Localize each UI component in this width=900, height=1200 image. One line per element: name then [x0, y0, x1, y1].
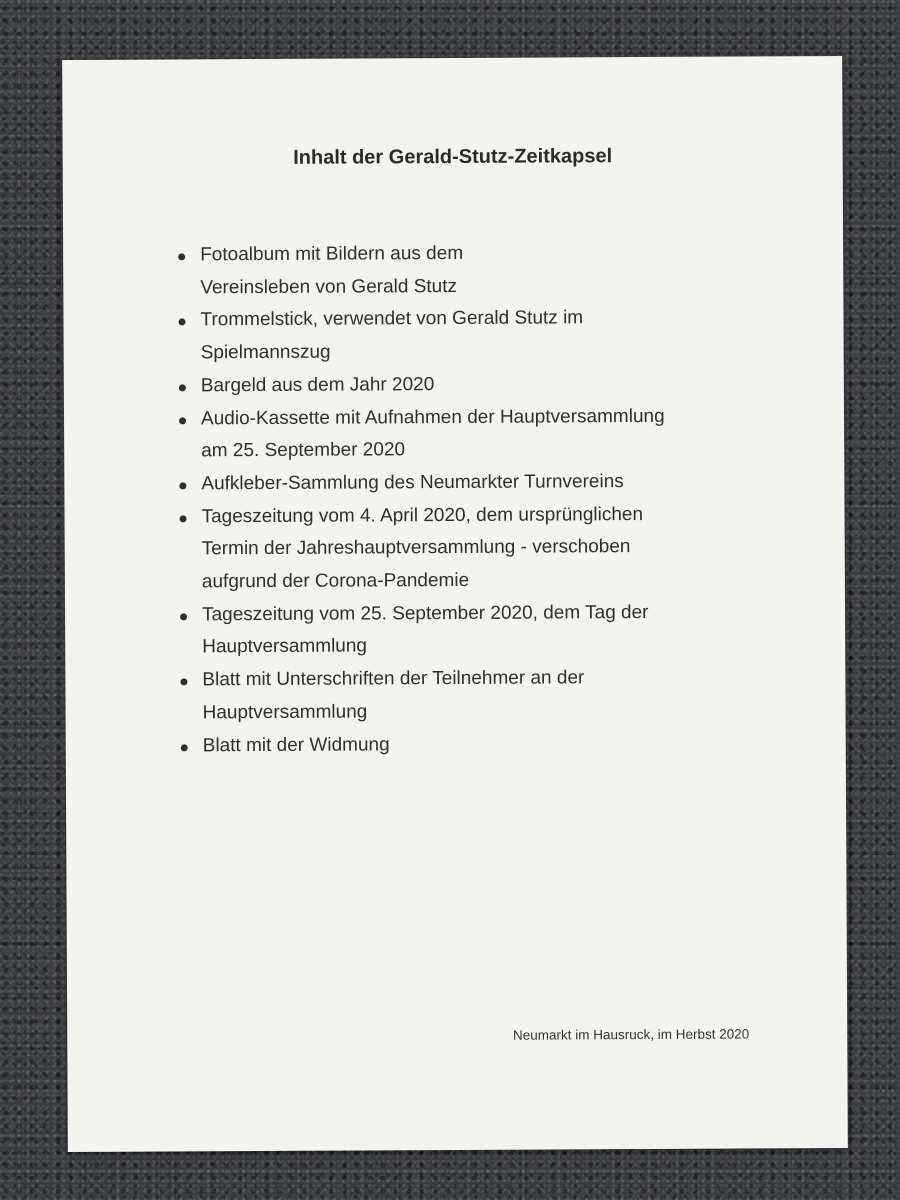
list-item-line: Hauptversammlung — [202, 635, 368, 658]
bullet-icon — [179, 384, 186, 391]
document-title: Inhalt der Gerald-Stutz-Zeitkapsel — [293, 145, 613, 169]
list-item-line: Tageszeitung vom 25. September 2020, dem Tag der — [201, 601, 649, 626]
list-item-line: aufgrund der Corona-Pandemie — [201, 569, 470, 593]
list-item-line: Termin der Jahreshauptversammlung - verschoben — [201, 536, 631, 560]
bullet-icon — [179, 482, 186, 489]
bullet-icon — [178, 253, 185, 260]
list-item-line: Spielmannszug — [200, 341, 331, 364]
list-item-line: Tageszeitung vom 4. April 2020, dem ursprünglichen — [201, 503, 644, 527]
bullet-icon — [180, 613, 187, 620]
list-item-line: Bargeld aus dem Jahr 2020 — [200, 373, 435, 397]
list-item — [177, 400, 737, 468]
list-item — [176, 237, 736, 305]
list-item-line: Aufkleber-Sammlung des Neumarkter Turnvereins — [201, 471, 624, 495]
bullet-icon — [181, 744, 188, 751]
list-item-line: Vereinsleben von Gerald Stutz — [200, 275, 458, 299]
list-item-line: Fotoalbum mit Bildern aus dem — [200, 242, 464, 266]
list-item — [177, 498, 738, 599]
bullet-icon — [180, 679, 187, 686]
bullet-icon — [179, 417, 186, 424]
bullet-icon — [180, 515, 187, 522]
contents-list — [176, 237, 739, 763]
list-item — [178, 596, 738, 664]
list-item — [179, 727, 739, 763]
list-item-line: am 25. September 2020 — [201, 439, 406, 462]
place-date-footer: Neumarkt im Hausruck, im Herbst 2020 — [512, 1026, 750, 1043]
list-item — [177, 367, 737, 403]
paper-sheet — [62, 56, 848, 1152]
list-item-line: Trommelstick, verwendet von Gerald Stutz im — [200, 307, 584, 331]
bullet-icon — [179, 319, 186, 326]
list-item — [177, 465, 737, 501]
list-item-line: Blatt mit Unterschriften der Teilnehmer an der — [202, 667, 585, 691]
list-item-line: Hauptversammlung — [202, 701, 368, 724]
list-item — [176, 302, 736, 370]
list-item-line: Audio-Kassette mit Aufnahmen der Hauptversammlung — [200, 405, 665, 429]
list-item-line: Blatt mit der Widmung — [202, 733, 390, 756]
list-item — [178, 662, 738, 730]
